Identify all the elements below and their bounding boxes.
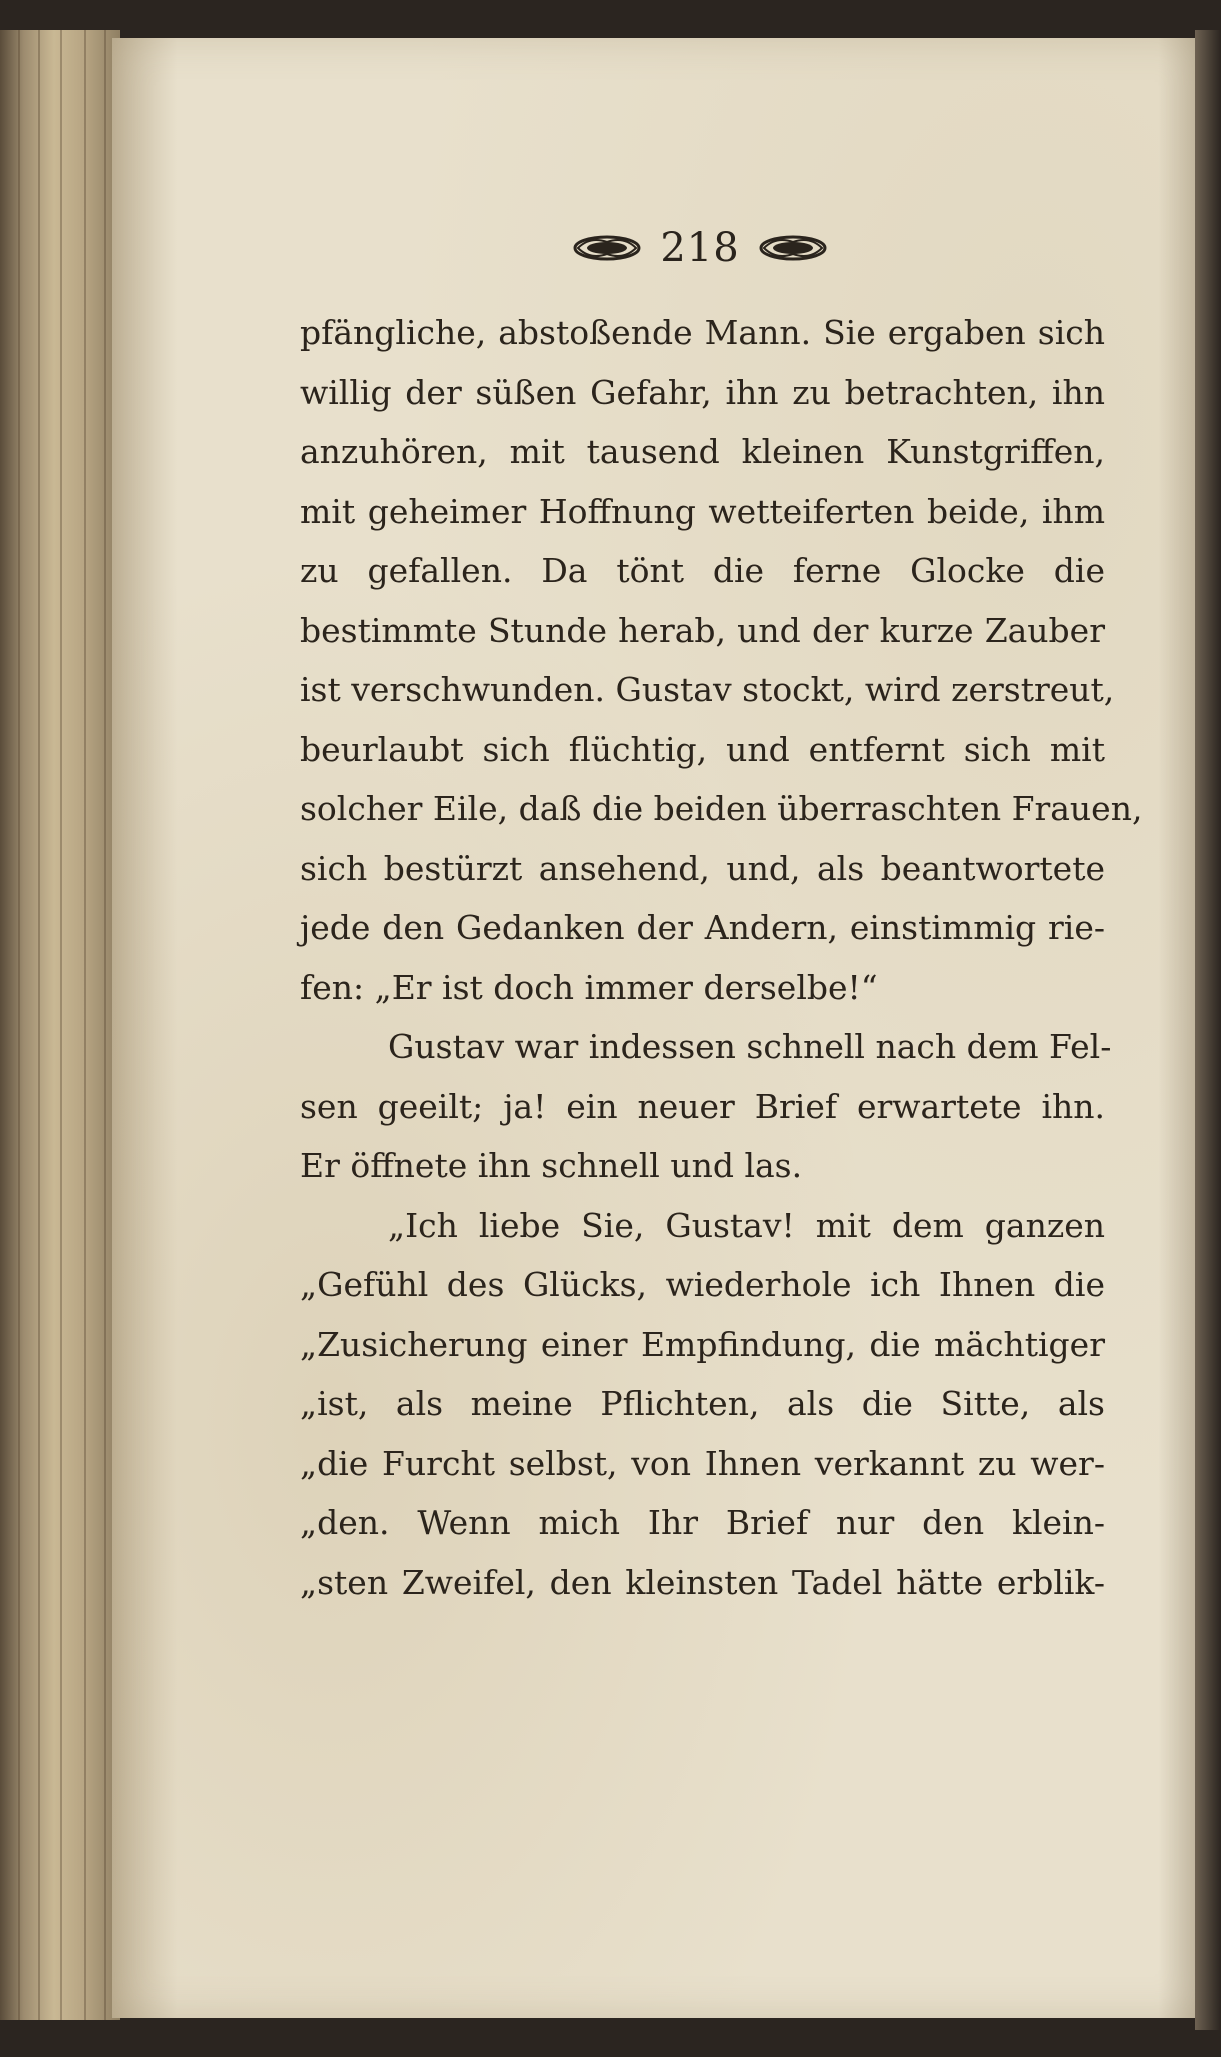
text-line: Er öffnete ihn schnell und las. — [300, 1146, 803, 1185]
text-line: fen: „Er ist doch immer derselbe!“ — [300, 967, 878, 1007]
page-header — [540, 218, 860, 278]
text-line: Gustav war indessen schnell nach dem Fel- — [388, 1027, 1112, 1066]
page-number: 218 — [660, 225, 740, 271]
text-line: zu gefallen. Da tönt die ferne Glocke die — [300, 551, 1105, 590]
text-line: ist verschwunden. Gustav stockt, wird zerstreut, — [300, 670, 1115, 709]
scroll-ornament-icon — [572, 232, 642, 264]
text-line: „Zusicherung einer Empfindung, die mächtiger — [300, 1324, 1105, 1364]
text-line: „sten Zweifel, den kleinsten Tadel hätte erblik- — [300, 1562, 1105, 1602]
text-line: bestimmte Stunde herab, und der kurze Zauber — [300, 610, 1105, 650]
text-line: anzuhören, mit tausend kleinen Kunstgriffen, — [300, 432, 1105, 471]
text-line: solcher Eile, daß die beiden überraschten Frauen, — [300, 789, 1143, 828]
scroll-ornament-icon — [758, 232, 828, 264]
page-edge-shadow — [1195, 30, 1221, 2030]
text-line: „den. Wenn mich Ihr Brief nur den klein- — [300, 1503, 1105, 1542]
body-text — [300, 303, 1143, 1612]
text-line: mit geheimer Hoffnung wetteiferten beide, ihm — [300, 491, 1105, 531]
text-line: sich bestürzt ansehend, und, als beantwortete — [300, 848, 1105, 888]
text-line: „die Furcht selbst, von Ihnen verkannt zu wer- — [300, 1443, 1105, 1483]
text-line: willig der süßen Gefahr, ihn zu betrachten, ihn — [300, 372, 1105, 412]
text-line: beurlaubt sich flüchtig, und entfernt sich mit — [300, 729, 1105, 769]
text-line: „Ich liebe Sie, Gustav! mit dem ganzen — [388, 1205, 1105, 1245]
left-page-stack — [0, 30, 120, 2020]
text-line: jede den Gedanken der Andern, einstimmig rie- — [300, 908, 1105, 947]
text-line: „Gefühl des Glücks, wiederhole ich Ihnen die — [300, 1265, 1105, 1304]
text-line: pfängliche, abstoßende Mann. Sie ergaben sich — [300, 313, 1105, 352]
text-line: sen geeilt; ja! ein neuer Brief erwartete ihn. — [300, 1086, 1105, 1126]
text-line: „ist, als meine Pflichten, als die Sitte, als — [300, 1384, 1105, 1423]
